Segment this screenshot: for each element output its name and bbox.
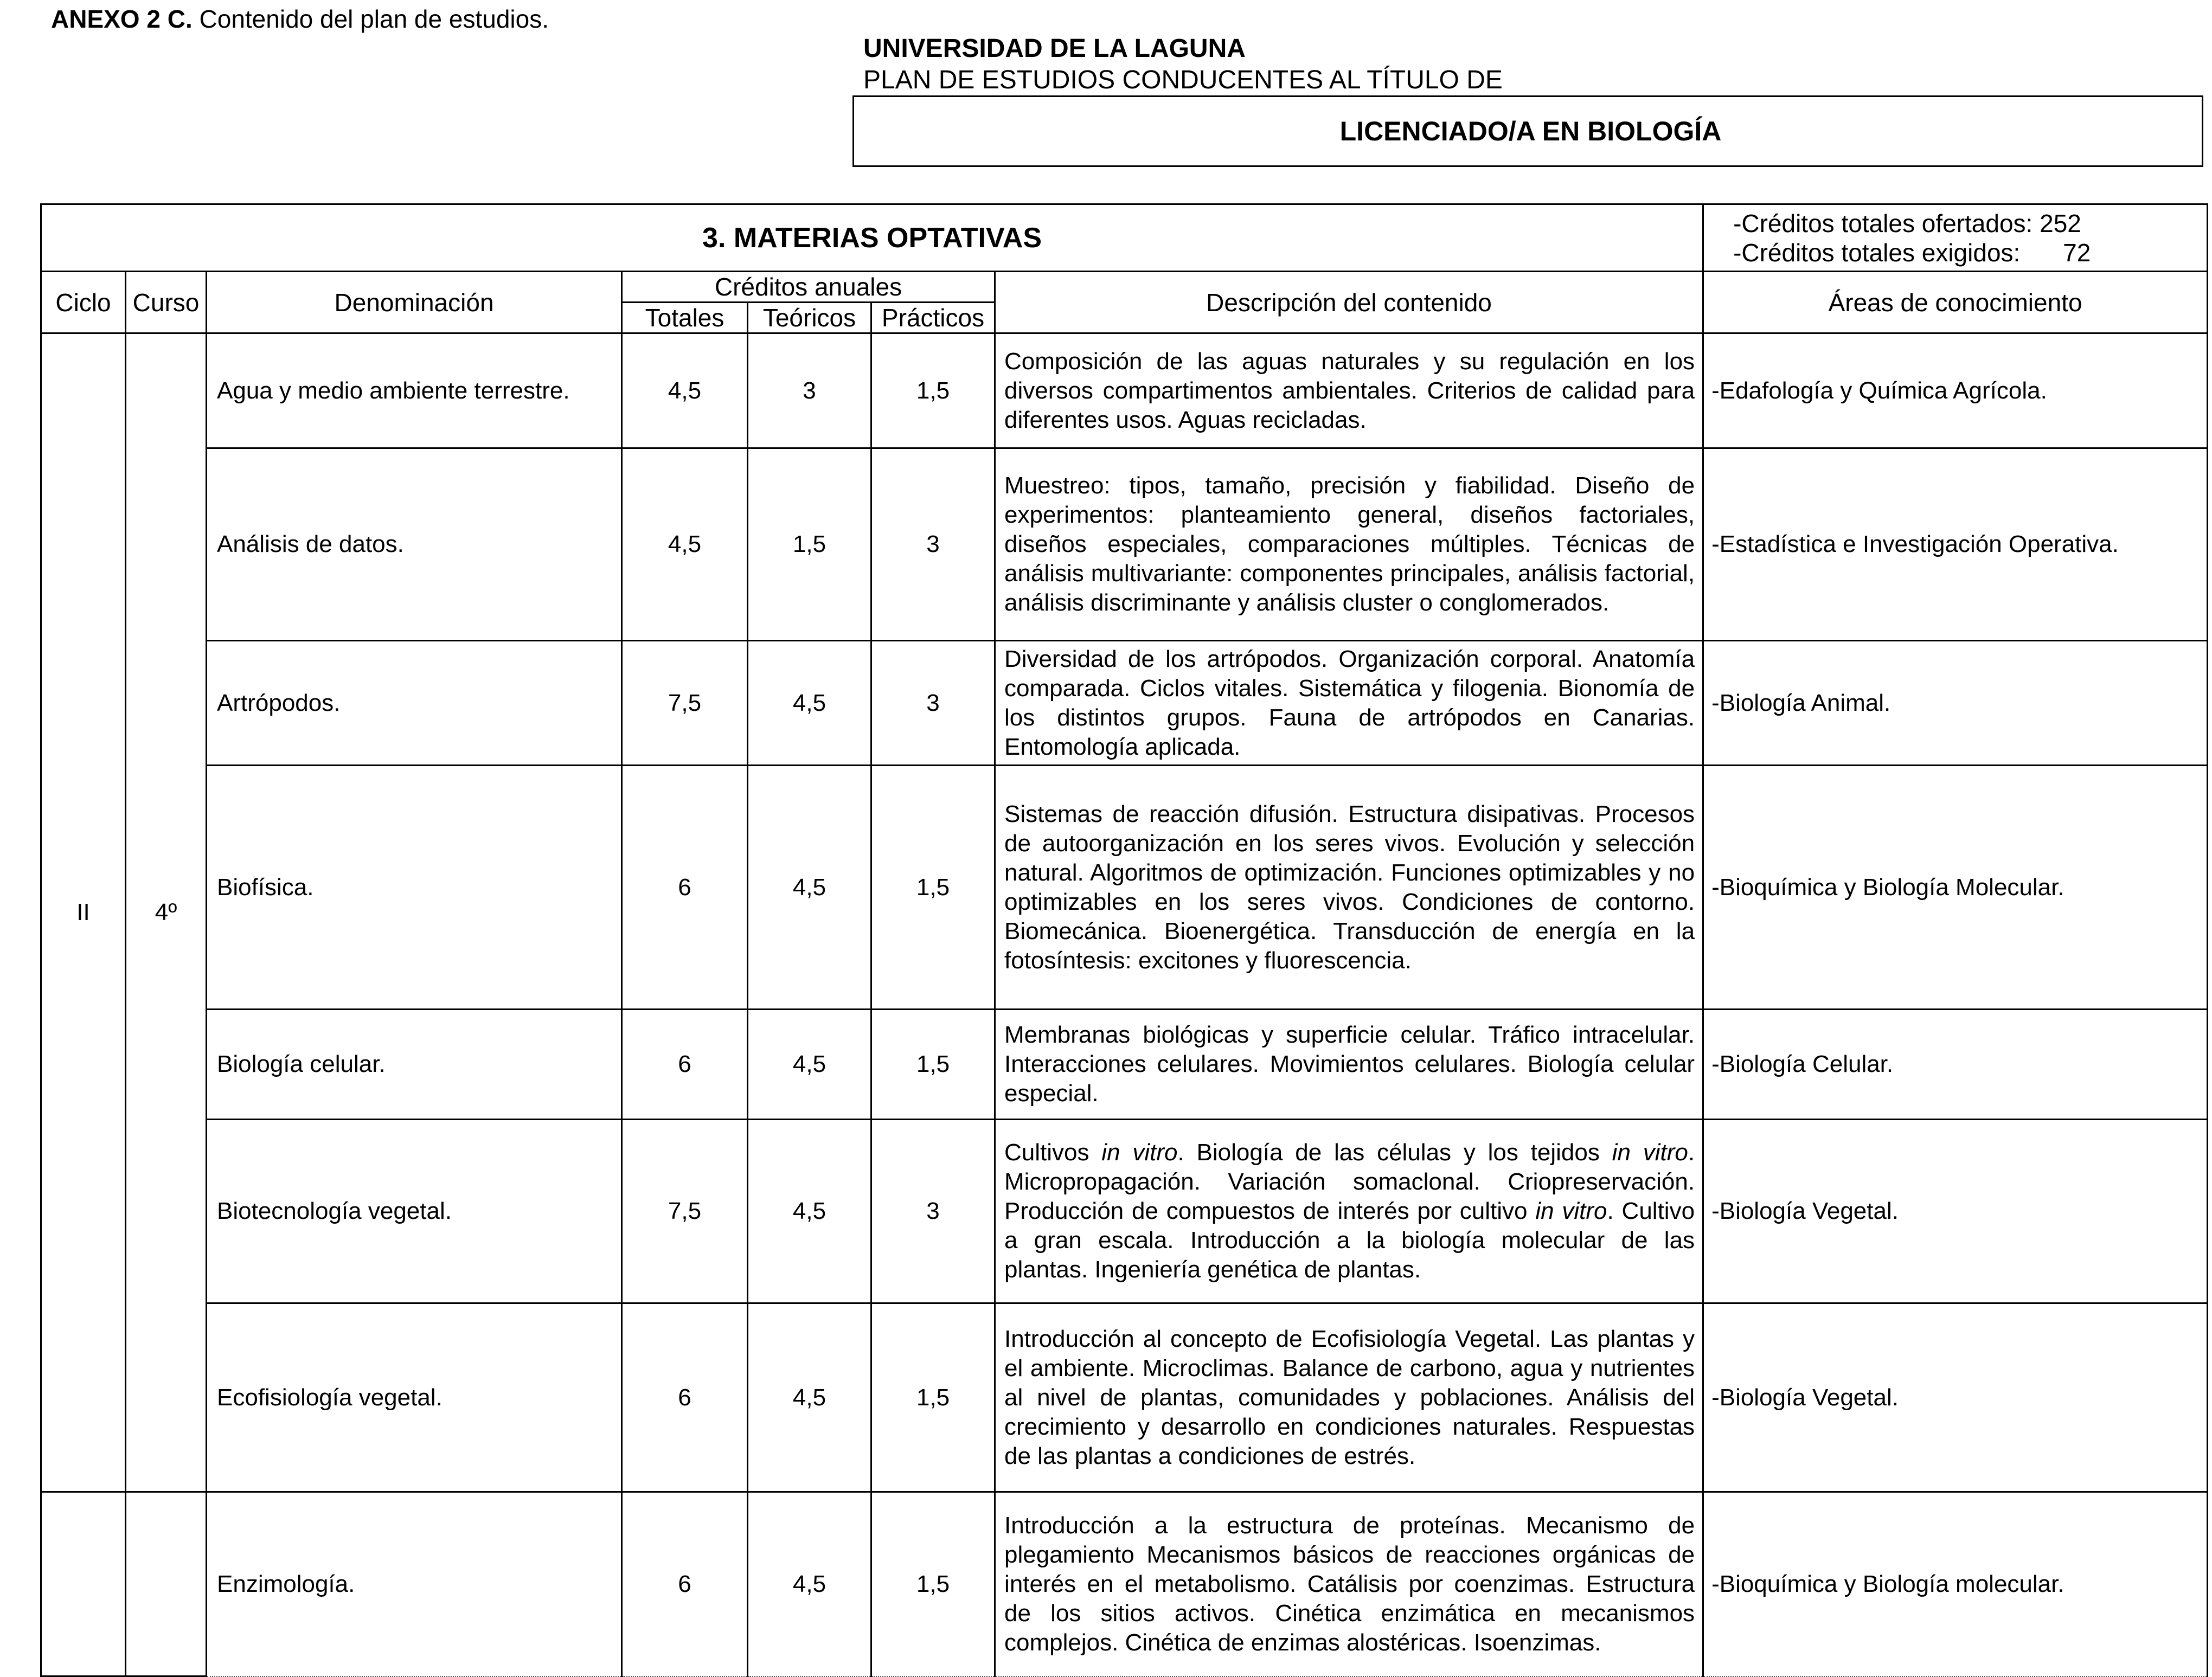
credits-summary	[1703, 204, 2208, 272]
credits-practicos: 1,5	[871, 333, 995, 448]
university-name: UNIVERSIDAD DE LA LAGUNA	[863, 34, 1246, 63]
annex-label: ANEXO 2 C.	[51, 5, 193, 33]
credits-practicos: 3	[871, 1120, 995, 1303]
table-row	[41, 641, 2208, 766]
col-curso: Curso	[126, 272, 207, 333]
credits-teoricos: 1,5	[748, 448, 871, 641]
plan-line: PLAN DE ESTUDIOS CONDUCENTES AL TÍTULO DE	[863, 66, 1503, 94]
credits-required-value: 72	[2063, 238, 2091, 267]
table-row	[41, 1120, 2208, 1303]
table-row	[41, 1303, 2208, 1492]
credits-totales: 6	[622, 1010, 748, 1120]
section-header-row	[41, 204, 2208, 272]
ciclo-cell: II	[41, 333, 126, 1492]
credits-practicos: 1,5	[871, 766, 995, 1010]
credits-totales: 7,5	[622, 1120, 748, 1303]
col-denominacion: Denominación	[207, 272, 622, 333]
subject-name: Análisis de datos.	[207, 448, 622, 641]
table-row	[41, 1010, 2208, 1120]
optional-subjects-table	[40, 203, 2208, 1677]
description-italic: in vitro	[1101, 1139, 1178, 1166]
credits-totales: 7,5	[622, 641, 748, 766]
credits-teoricos: 4,5	[748, 641, 871, 766]
credits-offered	[1733, 209, 2207, 238]
table-row	[41, 333, 2208, 448]
subject-description: Muestreo: tipos, tamaño, precisión y fiabilidad. Diseño de experimentos: planteamiento general, diseños factoriales, diseños especiales, comparaciones múltiples. Técnicas de análisis multivariante: componentes principales, análisis factorial, análisis discriminante y análisis cluster o conglomerados.	[995, 448, 1703, 641]
subject-description	[995, 1120, 1703, 1303]
description-text: Cultivos	[1004, 1139, 1102, 1166]
table-row	[41, 448, 2208, 641]
subject-description: Composición de las aguas naturales y su regulación en los diversos compartimentos ambientales. Criterios de calidad para diferentes usos. Aguas recicladas.	[995, 333, 1703, 448]
section-title: 3. MATERIAS OPTATIVAS	[41, 204, 1703, 272]
credits-practicos: 1,5	[871, 1492, 995, 1676]
subject-name: Biofísica.	[207, 766, 622, 1010]
knowledge-area: -Edafología y Química Agrícola.	[1703, 333, 2208, 448]
credits-offered-label: -Créditos totales ofertados:	[1733, 209, 2033, 237]
degree-title-box	[852, 95, 2203, 167]
table-row	[41, 766, 2208, 1010]
annex-heading	[51, 4, 549, 34]
credits-practicos: 1,5	[871, 1303, 995, 1492]
description-text: . Cultivo a gran escala. Introducción a la biología molecular de las plantas. Ingeniería genética de plantas.	[1004, 1198, 1695, 1283]
knowledge-area: -Bioquímica y Biología Molecular.	[1703, 766, 2208, 1010]
description-italic: in vitro	[1535, 1198, 1607, 1224]
credits-totales: 4,5	[622, 333, 748, 448]
credits-practicos: 1,5	[871, 1010, 995, 1120]
subject-name: Agua y medio ambiente terrestre.	[207, 333, 622, 448]
degree-title: LICENCIADO/A EN BIOLOGÍA	[1339, 116, 1722, 146]
col-practicos: Prácticos	[871, 303, 995, 333]
credits-totales: 6	[622, 1492, 748, 1676]
ciclo-cell-empty	[41, 1492, 126, 1676]
table-row	[41, 1492, 2208, 1676]
credits-required	[1733, 238, 2207, 267]
credits-totales: 6	[622, 766, 748, 1010]
credits-teoricos: 4,5	[748, 1303, 871, 1492]
col-totales: Totales	[622, 303, 748, 333]
subject-name: Biotecnología vegetal.	[207, 1120, 622, 1303]
subject-description: Introducción al concepto de Ecofisiología Vegetal. Las plantas y el ambiente. Microclimas. Balance de carbono, agua y nutrientes al nivel de plantas, comunidades y poblaciones. Análisis del crecimiento y desarrollo en condiciones naturales. Respuestas de las plantas a condiciones de estrés.	[995, 1303, 1703, 1492]
knowledge-area: -Biología Vegetal.	[1703, 1120, 2208, 1303]
col-descripcion: Descripción del contenido	[995, 272, 1703, 333]
col-areas: Áreas de conocimiento	[1703, 272, 2208, 333]
subject-name: Enzimología.	[207, 1492, 622, 1676]
subject-name: Biología celular.	[207, 1010, 622, 1120]
curso-cell: 4º	[126, 333, 207, 1492]
curso-cell-empty	[126, 1492, 207, 1676]
knowledge-area: -Biología Vegetal.	[1703, 1303, 2208, 1492]
credits-required-label: -Créditos totales exigidos:	[1733, 238, 2021, 267]
knowledge-area: -Biología Celular.	[1703, 1010, 2208, 1120]
credits-teoricos: 3	[748, 333, 871, 448]
description-italic: in vitro	[1612, 1139, 1688, 1166]
credits-totales: 6	[622, 1303, 748, 1492]
subject-description: Diversidad de los artrópodos. Organización corporal. Anatomía comparada. Ciclos vitales. Sistemática y filogenia. Bionomía de los distintos grupos. Fauna de artrópodos en Canarias. Entomología aplicada.	[995, 641, 1703, 766]
annex-text: Contenido del plan de estudios.	[199, 5, 549, 33]
knowledge-area: -Estadística e Investigación Operativa.	[1703, 448, 2208, 641]
credits-teoricos: 4,5	[748, 1120, 871, 1303]
subject-description: Membranas biológicas y superficie celular. Tráfico intracelular. Interacciones celulares. Movimientos celulares. Biología celular especial.	[995, 1010, 1703, 1120]
col-ciclo: Ciclo	[41, 272, 126, 333]
description-text: . Micropropagación. Variación somaclonal. Criopreservación. Producción de compuestos de interés por cultivo	[1004, 1139, 1695, 1224]
subject-description: Introducción a la estructura de proteínas. Mecanismo de plegamiento Mecanismos básicos de reacciones orgánicas de interés en el metabolismo. Catálisis por coenzimas. Estructura de los sitios activos. Cinética enzimática en mecanismos complejos. Cinética de enzimas alostéricas. Isoenzimas.	[995, 1492, 1703, 1676]
credits-practicos: 3	[871, 448, 995, 641]
knowledge-area: -Biología Animal.	[1703, 641, 2208, 766]
col-creditos-anuales: Créditos anuales	[622, 272, 995, 303]
credits-teoricos: 4,5	[748, 766, 871, 1010]
subject-description: Sistemas de reacción difusión. Estructura disipativas. Procesos de autoorganización en los seres vivos. Evolución y selección natural. Algoritmos de optimización. Funciones optimizables y no optimizables en los seres vivos. Condiciones de contorno. Biomecánica. Bioenergética. Transducción de energía en la fotosíntesis: excitones y fluorescencia.	[995, 766, 1703, 1010]
subject-name: Ecofisiología vegetal.	[207, 1303, 622, 1492]
credits-totales: 4,5	[622, 448, 748, 641]
col-teoricos: Teóricos	[748, 303, 871, 333]
subject-name: Artrópodos.	[207, 641, 622, 766]
credits-teoricos: 4,5	[748, 1010, 871, 1120]
description-text: . Biología de las células y los tejidos	[1177, 1139, 1612, 1166]
column-header-row	[41, 272, 2208, 303]
credits-offered-value: 252	[2040, 209, 2081, 237]
credits-teoricos: 4,5	[748, 1492, 871, 1676]
knowledge-area: -Bioquímica y Biología molecular.	[1703, 1492, 2208, 1676]
credits-practicos: 3	[871, 641, 995, 766]
